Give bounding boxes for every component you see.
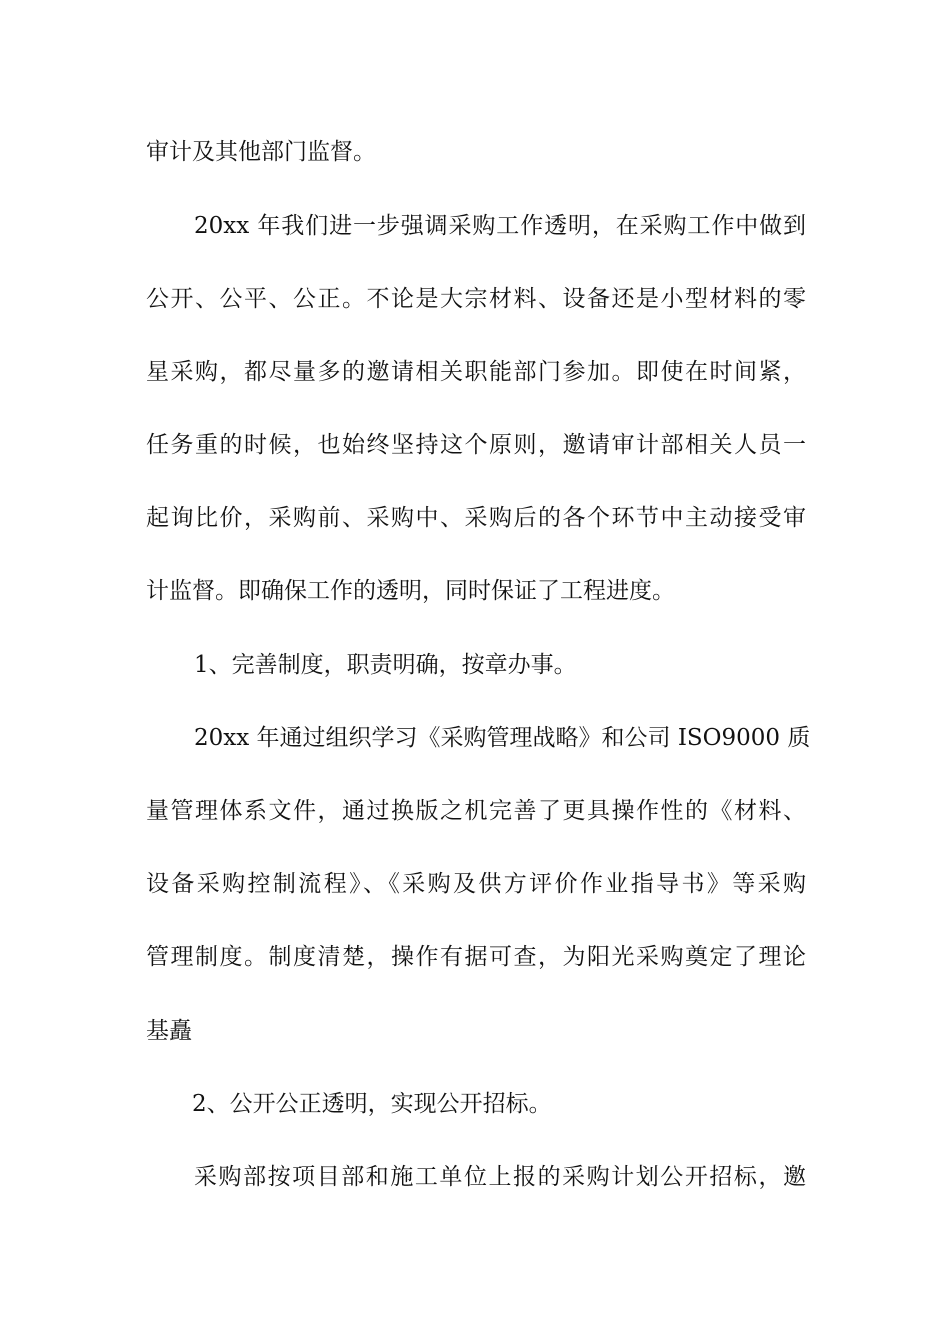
paragraph-line: 审计及其他部门监督。 [146,139,376,165]
paragraph-line: 20xx 年我们进一步强调采购工作透明，在采购工作中做到 [194,213,806,239]
paragraph-line: 量管理体系文件，通过换版之机完善了更具操作性的《材料、 [146,798,806,824]
paragraph-line: 公开、公平、公正。不论是大宗材料、设备还是小型材料的零 [146,286,806,312]
paragraph-line: 采购部按项目部和施工单位上报的采购计划公开招标，邀 [194,1164,806,1190]
section-heading: 1、完善制度，职责明确，按章办事。 [194,652,577,678]
paragraph-line: 设备采购控制流程》、《采购及供方评价作业指导书》等采购 [146,871,806,897]
paragraph-line: 20xx 年通过组织学习《采购管理战略》和公司 ISO9000 质 [194,725,811,751]
section-heading: 2、公开公正透明，实现公开招标。 [192,1091,552,1117]
paragraph-line: 星采购，都尽量多的邀请相关职能部门参加。即使在时间紧， [146,359,806,385]
paragraph-line: 起询比价，采购前、采购中、采购后的各个环节中主动接受审 [146,505,806,531]
paragraph-line: 基矗 [146,1018,192,1044]
paragraph-line: 任务重的时候，也始终坚持这个原则，邀请审计部相关人员一 [146,432,806,458]
paragraph-line: 计监督。即确保工作的透明，同时保证了工程进度。 [146,578,675,604]
paragraph-line: 管理制度。制度清楚，操作有据可查，为阳光采购奠定了理论 [146,944,806,970]
